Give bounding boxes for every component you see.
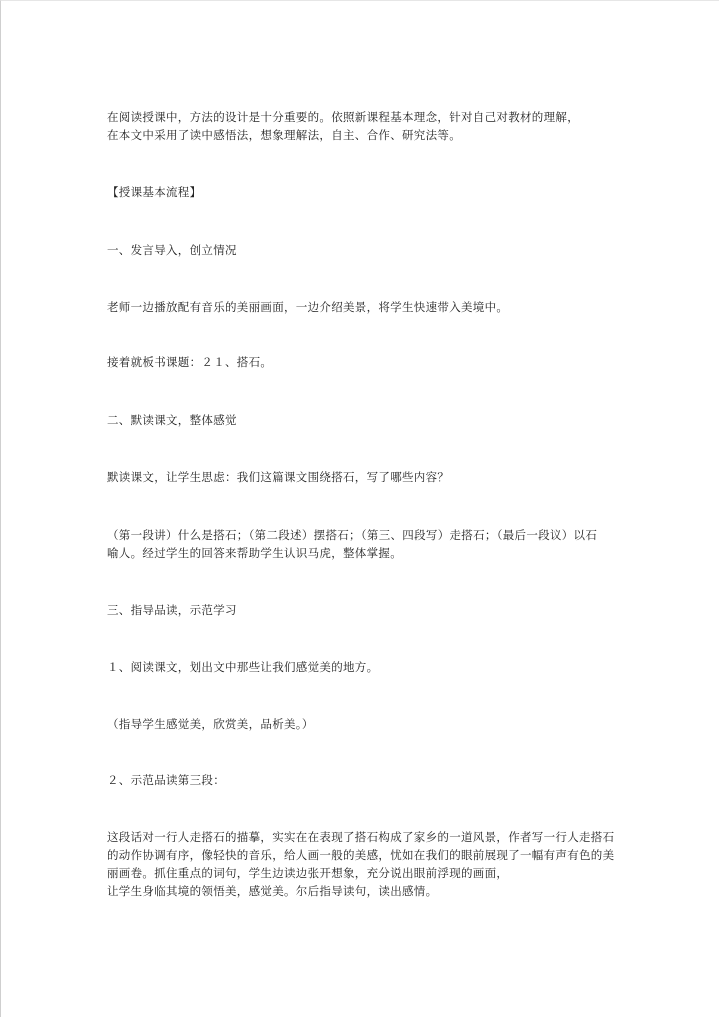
step-two-question: 默读课文，让学生思虑：我们这篇课文围绕搭石，写了哪些内容？ (107, 470, 450, 484)
step-three-item-1: １、阅读课文，划出文中那些让我们感觉美的地方。 (107, 660, 379, 674)
analysis-line-2: 的动作协调有序，像轻快的音乐，给人画一般的美感，忧如在我们的眼前展现了一幅有声有色的美 (107, 848, 615, 862)
step-one-paragraph: 老师一边播放配有音乐的美丽画面，一边介绍美景，将学生快速带入美境中。 (107, 300, 509, 314)
step-two-answer-line-1: （第一段讲）什么是搭石；（第二段述）摆搭石；（第三、四段写）走搭石；（最后一段议）以石 (107, 528, 598, 542)
step-one-heading: 一、发言导入，创立情况 (107, 243, 237, 257)
step-three-item-2: ２、示范品读第三段： (107, 773, 225, 787)
intro-line-2: 在本文中采用了读中感悟法，想象理解法，自主、合作、研究法等。 (107, 128, 461, 142)
intro-line-1: 在阅读授课中，方法的设计是十分重要的。依照新课程基本理念，针对自己对教材的理解， (107, 110, 579, 124)
step-two-answer-line-2: 喻人。经过学生的回答来帮助学生认识马虎，整体掌握。 (107, 546, 402, 560)
step-three-item-1-note: （指导学生感觉美，欣赏美，品析美。） (107, 717, 314, 731)
step-two-heading: 二、默读课文，整体感觉 (107, 413, 237, 427)
step-one-title-line: 接着就板书课题：２１、搭石。 (107, 355, 273, 369)
step-three-heading: 三、指导品读，示范学习 (107, 603, 237, 617)
section-heading-flow: 【授课基本流程】 (107, 185, 202, 199)
analysis-line-1: 这段话对一行人走搭石的描摹，实实在在表现了搭石构成了家乡的一道风景，作者写一行人走搭石 (107, 830, 615, 844)
analysis-line-3: 丽画卷。抓住重点的词句，学生边读边张开想象，充分说出眼前浮现的画面， (107, 866, 509, 880)
analysis-line-4: 让学生身临其境的领悟美，感觉美。尔后指导读句，读出感情。 (107, 884, 438, 898)
